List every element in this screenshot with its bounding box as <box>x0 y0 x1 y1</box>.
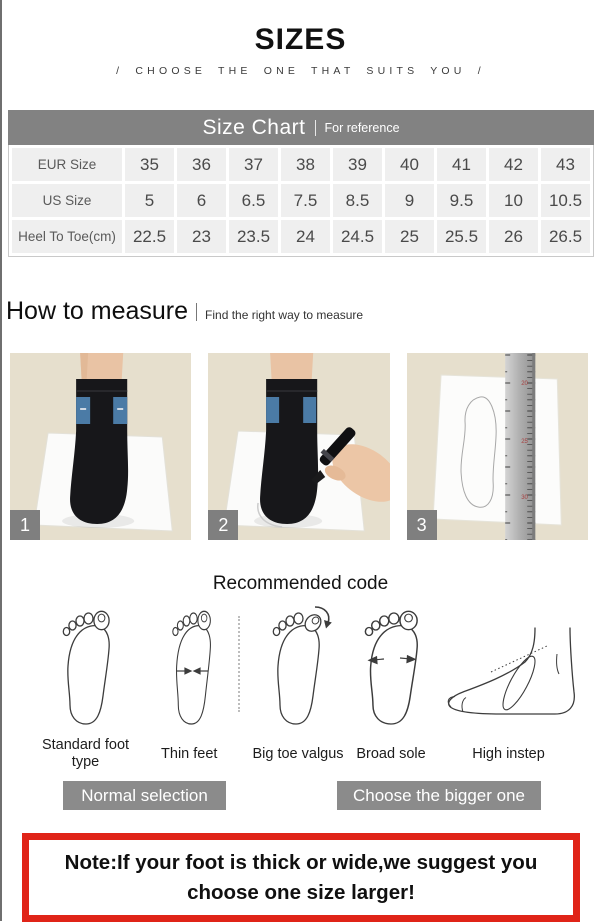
recommended-code-title: Recommended code <box>212 573 389 594</box>
size-chart-header <box>8 110 594 145</box>
step-photo-3 <box>407 353 588 540</box>
foot-type-figure <box>356 608 426 772</box>
how-to-measure-title: How to measure <box>6 297 189 325</box>
divider <box>196 303 197 321</box>
svg-text:30: 30 <box>520 495 528 501</box>
step-photo-1 <box>10 353 191 540</box>
foot-type-label: Standard foot type <box>41 737 130 770</box>
table-cell: 35 <box>125 148 174 181</box>
table-cell: 23.5 <box>229 220 278 253</box>
step-number-badge: 1 <box>10 510 40 540</box>
foot-type-label: Thin feet <box>161 745 218 762</box>
table-cell: 36 <box>177 148 226 181</box>
size-chart-title: Size Chart <box>202 115 306 139</box>
how-to-measure-subtitle: Find the right way to measure <box>205 308 364 322</box>
table-cell: 10 <box>489 184 538 217</box>
table-cell: 37 <box>229 148 278 181</box>
measure-steps <box>0 353 601 540</box>
table-cell: 42 <box>489 148 538 181</box>
foot-type-label: High instep <box>472 745 545 762</box>
choose-bigger-one-button: Choose the bigger one <box>337 781 541 810</box>
table-cell: 25 <box>385 220 434 253</box>
step-number-badge: 2 <box>208 510 238 540</box>
table-cell: 9 <box>385 184 434 217</box>
svg-text:25: 25 <box>520 439 528 445</box>
table-cell: 25.5 <box>437 220 486 253</box>
size-note-banner: Note:If your foot is thick or wide,we suggest you choose one size larger! <box>22 833 580 922</box>
table-cell: 10.5 <box>541 184 590 217</box>
svg-text:20: 20 <box>520 381 528 387</box>
table-cell: 26.5 <box>541 220 590 253</box>
table-cell: 7.5 <box>281 184 330 217</box>
foot-type-figure <box>31 608 141 772</box>
normal-selection-button: Normal selection <box>63 781 226 810</box>
size-chart-note: For reference <box>324 120 400 135</box>
table-cell: 24 <box>281 220 330 253</box>
foot-type-label: Broad sole <box>356 745 426 762</box>
step-photo-2 <box>208 353 389 540</box>
big-toe-valgus-icon <box>263 606 333 726</box>
row-label: Heel To Toe(cm) <box>12 220 122 253</box>
table-cell: 43 <box>541 148 590 181</box>
table-cell: 6 <box>177 184 226 217</box>
table-cell: 40 <box>385 148 434 181</box>
selection-labels-row <box>0 781 601 810</box>
table-cell: 24.5 <box>333 220 382 253</box>
table-cell: 39 <box>333 148 382 181</box>
broad-sole-icon <box>356 608 426 726</box>
row-label: EUR Size <box>12 148 122 181</box>
high-instep-icon <box>439 626 579 726</box>
normal-feet-group <box>10 606 238 772</box>
foot-type-label: Big toe valgus <box>252 745 344 762</box>
size-chart-table <box>8 110 594 257</box>
foot-type-figure <box>161 608 217 772</box>
size-chart-grid <box>8 145 594 257</box>
divider <box>315 120 316 136</box>
wide-feet-group <box>240 606 591 772</box>
thin-feet-icon <box>161 608 217 726</box>
table-cell: 5 <box>125 184 174 217</box>
table-cell: 9.5 <box>437 184 486 217</box>
page-title: SIZES <box>254 23 347 56</box>
table-cell: 8.5 <box>333 184 382 217</box>
foot-type-diagrams <box>0 606 601 772</box>
how-to-measure-heading <box>6 297 601 326</box>
row-label: US Size <box>12 184 122 217</box>
table-cell: 26 <box>489 220 538 253</box>
table-cell: 38 <box>281 148 330 181</box>
table-cell: 22.5 <box>125 220 174 253</box>
table-cell: 41 <box>437 148 486 181</box>
standard-foot-icon <box>55 608 117 726</box>
foot-type-figure <box>252 606 343 772</box>
header <box>0 0 601 77</box>
page-tagline: / CHOOSE THE ONE THAT SUITS YOU / <box>116 65 485 77</box>
step-number-badge: 3 <box>407 510 437 540</box>
foot-type-figure <box>439 626 579 772</box>
table-cell: 6.5 <box>229 184 278 217</box>
table-cell: 23 <box>177 220 226 253</box>
